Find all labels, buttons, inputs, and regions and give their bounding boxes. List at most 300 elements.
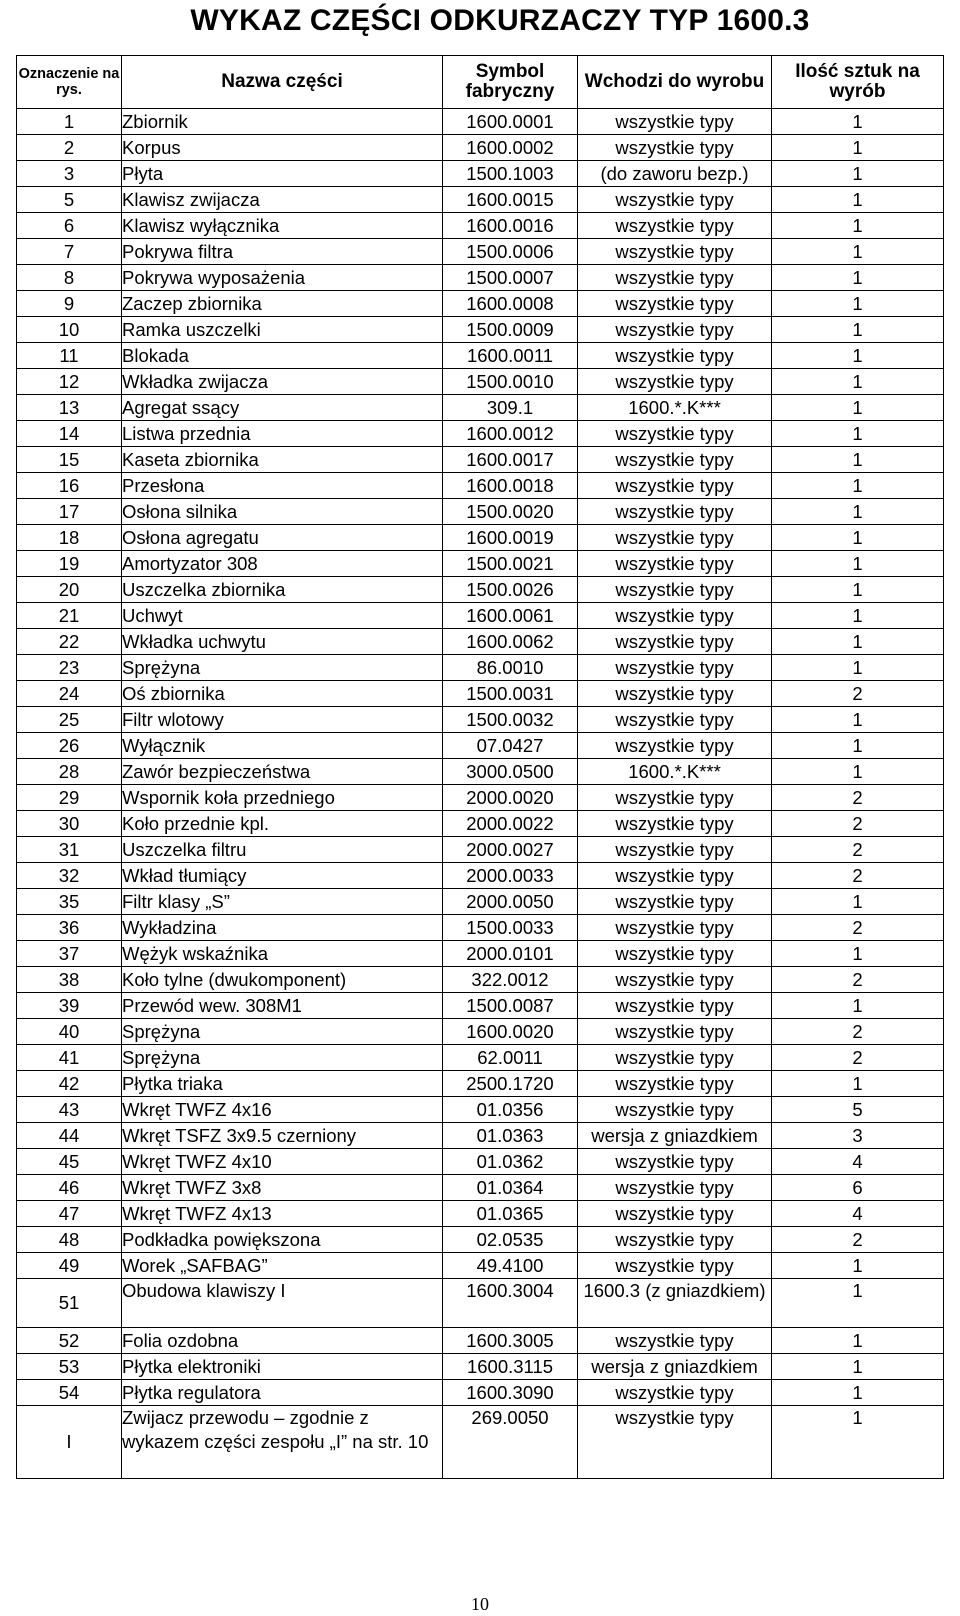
cell-ref: 23 bbox=[17, 655, 122, 681]
cell-included: 1600.*.K*** bbox=[578, 759, 772, 785]
cell-ref: 9 bbox=[17, 291, 122, 317]
cell-symbol: 309.1 bbox=[443, 395, 578, 421]
cell-symbol: 1600.0062 bbox=[443, 629, 578, 655]
cell-qty: 1 bbox=[772, 941, 944, 967]
cell-included: wszystkie typy bbox=[578, 837, 772, 863]
cell-symbol: 1600.0019 bbox=[443, 525, 578, 551]
cell-qty: 1 bbox=[772, 473, 944, 499]
cell-qty: 1 bbox=[772, 733, 944, 759]
cell-name: Klawisz zwijacza bbox=[122, 187, 443, 213]
cell-qty: 1 bbox=[772, 265, 944, 291]
cell-symbol: 322.0012 bbox=[443, 967, 578, 993]
table-row bbox=[17, 889, 944, 915]
cell-symbol: 01.0363 bbox=[443, 1123, 578, 1149]
cell-included: wszystkie typy bbox=[578, 109, 772, 135]
cell-symbol: 86.0010 bbox=[443, 655, 578, 681]
cell-name: Uszczelka zbiornika bbox=[122, 577, 443, 603]
cell-name: Wspornik koła przedniego bbox=[122, 785, 443, 811]
cell-included: wszystkie typy bbox=[578, 681, 772, 707]
cell-included: wszystkie typy bbox=[578, 369, 772, 395]
cell-ref: 40 bbox=[17, 1019, 122, 1045]
cell-symbol: 1600.3115 bbox=[443, 1354, 578, 1380]
cell-symbol: 01.0356 bbox=[443, 1097, 578, 1123]
table-row bbox=[17, 1097, 944, 1123]
cell-name: Koło przednie kpl. bbox=[122, 811, 443, 837]
cell-name: Blokada bbox=[122, 343, 443, 369]
header-symbol: Symbol fabryczny bbox=[443, 56, 578, 109]
table-row bbox=[17, 473, 944, 499]
cell-symbol: 1500.0009 bbox=[443, 317, 578, 343]
cell-included: wszystkie typy bbox=[578, 889, 772, 915]
cell-name: Oś zbiornika bbox=[122, 681, 443, 707]
cell-symbol: 1600.0008 bbox=[443, 291, 578, 317]
cell-qty: 1 bbox=[772, 239, 944, 265]
cell-qty: 1 bbox=[772, 1354, 944, 1380]
cell-name: Wkręt TWFZ 3x8 bbox=[122, 1175, 443, 1201]
cell-name: Sprężyna bbox=[122, 655, 443, 681]
table-row bbox=[17, 1354, 944, 1380]
cell-ref: 22 bbox=[17, 629, 122, 655]
cell-included: wszystkie typy bbox=[578, 421, 772, 447]
table-row bbox=[17, 1328, 944, 1354]
cell-qty: 3 bbox=[772, 1123, 944, 1149]
cell-ref: 6 bbox=[17, 213, 122, 239]
cell-qty: 2 bbox=[772, 1227, 944, 1253]
cell-name: Obudowa klawiszy I bbox=[122, 1279, 443, 1328]
table-row bbox=[17, 317, 944, 343]
cell-included: (do zaworu bezp.) bbox=[578, 161, 772, 187]
cell-included: wszystkie typy bbox=[578, 1019, 772, 1045]
cell-qty: 1 bbox=[772, 551, 944, 577]
cell-included: wszystkie typy bbox=[578, 551, 772, 577]
cell-included: 1600.3 (z gniazdkiem) bbox=[578, 1279, 772, 1328]
header-name: Nazwa części bbox=[122, 56, 443, 109]
cell-name: Wkręt TWFZ 4x16 bbox=[122, 1097, 443, 1123]
cell-included: wersja z gniazdkiem bbox=[578, 1354, 772, 1380]
cell-qty: 2 bbox=[772, 1045, 944, 1071]
cell-included: wszystkie typy bbox=[578, 135, 772, 161]
table-row bbox=[17, 577, 944, 603]
cell-symbol: 01.0364 bbox=[443, 1175, 578, 1201]
cell-name: Worek „SAFBAG” bbox=[122, 1253, 443, 1279]
cell-symbol: 1600.0018 bbox=[443, 473, 578, 499]
cell-qty: 1 bbox=[772, 369, 944, 395]
table-row bbox=[17, 1380, 944, 1406]
cell-included: wszystkie typy bbox=[578, 733, 772, 759]
table-row bbox=[17, 1123, 944, 1149]
table-row bbox=[17, 655, 944, 681]
cell-qty: 1 bbox=[772, 1279, 944, 1328]
cell-ref: 2 bbox=[17, 135, 122, 161]
cell-ref: 20 bbox=[17, 577, 122, 603]
table-row bbox=[17, 161, 944, 187]
cell-included: wszystkie typy bbox=[578, 1045, 772, 1071]
cell-ref: 18 bbox=[17, 525, 122, 551]
cell-name: Płyta bbox=[122, 161, 443, 187]
cell-symbol: 1600.0002 bbox=[443, 135, 578, 161]
cell-ref: 8 bbox=[17, 265, 122, 291]
table-row bbox=[17, 447, 944, 473]
cell-symbol: 02.0535 bbox=[443, 1227, 578, 1253]
cell-qty: 1 bbox=[772, 759, 944, 785]
table-row bbox=[17, 135, 944, 161]
cell-name: Wkład tłumiący bbox=[122, 863, 443, 889]
cell-ref: 7 bbox=[17, 239, 122, 265]
cell-symbol: 269.0050 bbox=[443, 1406, 578, 1479]
cell-ref: 46 bbox=[17, 1175, 122, 1201]
cell-name: Podkładka powiększona bbox=[122, 1227, 443, 1253]
table-row bbox=[17, 681, 944, 707]
cell-qty: 1 bbox=[772, 1071, 944, 1097]
table-row bbox=[17, 1279, 944, 1328]
cell-included: wszystkie typy bbox=[578, 525, 772, 551]
cell-included: wszystkie typy bbox=[578, 915, 772, 941]
cell-qty: 1 bbox=[772, 447, 944, 473]
cell-name: Klawisz wyłącznika bbox=[122, 213, 443, 239]
cell-symbol: 62.0011 bbox=[443, 1045, 578, 1071]
cell-included: wszystkie typy bbox=[578, 811, 772, 837]
cell-symbol: 1600.0011 bbox=[443, 343, 578, 369]
cell-symbol: 1600.0015 bbox=[443, 187, 578, 213]
cell-ref: 36 bbox=[17, 915, 122, 941]
cell-name: Agregat ssący bbox=[122, 395, 443, 421]
table-row bbox=[17, 551, 944, 577]
cell-symbol: 2000.0020 bbox=[443, 785, 578, 811]
cell-qty: 1 bbox=[772, 499, 944, 525]
cell-qty: 1 bbox=[772, 525, 944, 551]
cell-included: wszystkie typy bbox=[578, 863, 772, 889]
cell-qty: 4 bbox=[772, 1149, 944, 1175]
cell-included: wszystkie typy bbox=[578, 785, 772, 811]
cell-included: wszystkie typy bbox=[578, 1227, 772, 1253]
cell-qty: 2 bbox=[772, 915, 944, 941]
cell-ref: 17 bbox=[17, 499, 122, 525]
cell-included: wszystkie typy bbox=[578, 187, 772, 213]
cell-included: wszystkie typy bbox=[578, 967, 772, 993]
cell-ref: 19 bbox=[17, 551, 122, 577]
cell-ref: 31 bbox=[17, 837, 122, 863]
cell-symbol: 2000.0050 bbox=[443, 889, 578, 915]
table-row bbox=[17, 525, 944, 551]
table-row bbox=[17, 785, 944, 811]
cell-symbol: 1500.0087 bbox=[443, 993, 578, 1019]
cell-included: wszystkie typy bbox=[578, 1149, 772, 1175]
cell-ref: 12 bbox=[17, 369, 122, 395]
table-row bbox=[17, 109, 944, 135]
cell-symbol: 1600.3090 bbox=[443, 1380, 578, 1406]
cell-qty: 1 bbox=[772, 577, 944, 603]
cell-symbol: 1500.0006 bbox=[443, 239, 578, 265]
cell-name: Uchwyt bbox=[122, 603, 443, 629]
cell-ref: 11 bbox=[17, 343, 122, 369]
cell-name: Osłona silnika bbox=[122, 499, 443, 525]
cell-name: Zwijacz przewodu – zgodnie z wykazem części zespołu „I” na str. 10 bbox=[122, 1406, 443, 1479]
cell-qty: 2 bbox=[772, 1019, 944, 1045]
cell-symbol: 2000.0027 bbox=[443, 837, 578, 863]
cell-ref: 15 bbox=[17, 447, 122, 473]
cell-name: Zaczep zbiornika bbox=[122, 291, 443, 317]
cell-symbol: 49.4100 bbox=[443, 1253, 578, 1279]
table-row bbox=[17, 707, 944, 733]
table-row bbox=[17, 499, 944, 525]
cell-ref: 3 bbox=[17, 161, 122, 187]
cell-ref: I bbox=[17, 1406, 122, 1479]
cell-included: wszystkie typy bbox=[578, 1201, 772, 1227]
cell-name: Wkładka zwijacza bbox=[122, 369, 443, 395]
table-row bbox=[17, 1071, 944, 1097]
cell-included: wszystkie typy bbox=[578, 343, 772, 369]
cell-qty: 4 bbox=[772, 1201, 944, 1227]
cell-symbol: 01.0362 bbox=[443, 1149, 578, 1175]
cell-included: wszystkie typy bbox=[578, 629, 772, 655]
cell-qty: 1 bbox=[772, 707, 944, 733]
cell-name: Wężyk wskaźnika bbox=[122, 941, 443, 967]
document-title: WYKAZ CZĘŚCI ODKURZACZY TYP 1600.3 bbox=[190, 4, 810, 37]
cell-qty: 1 bbox=[772, 135, 944, 161]
cell-symbol: 1600.3004 bbox=[443, 1279, 578, 1328]
cell-included: 1600.*.K*** bbox=[578, 395, 772, 421]
cell-qty: 1 bbox=[772, 213, 944, 239]
cell-qty: 1 bbox=[772, 889, 944, 915]
cell-ref: 52 bbox=[17, 1328, 122, 1354]
table-row bbox=[17, 1019, 944, 1045]
cell-ref: 13 bbox=[17, 395, 122, 421]
cell-name: Płytka regulatora bbox=[122, 1380, 443, 1406]
cell-name: Płytka triaka bbox=[122, 1071, 443, 1097]
cell-included: wszystkie typy bbox=[578, 941, 772, 967]
cell-symbol: 1500.0033 bbox=[443, 915, 578, 941]
cell-included: wszystkie typy bbox=[578, 1406, 772, 1479]
cell-ref: 29 bbox=[17, 785, 122, 811]
table-row bbox=[17, 265, 944, 291]
cell-name: Amortyzator 308 bbox=[122, 551, 443, 577]
cell-included: wszystkie typy bbox=[578, 655, 772, 681]
cell-symbol: 1600.3005 bbox=[443, 1328, 578, 1354]
cell-ref: 28 bbox=[17, 759, 122, 785]
table-row bbox=[17, 1149, 944, 1175]
table-row bbox=[17, 1227, 944, 1253]
cell-qty: 1 bbox=[772, 629, 944, 655]
table-row bbox=[17, 603, 944, 629]
cell-name: Ramka uszczelki bbox=[122, 317, 443, 343]
cell-symbol: 1600.0061 bbox=[443, 603, 578, 629]
cell-included: wszystkie typy bbox=[578, 1175, 772, 1201]
cell-ref: 35 bbox=[17, 889, 122, 915]
cell-symbol: 1600.0017 bbox=[443, 447, 578, 473]
table-row bbox=[17, 395, 944, 421]
table-row bbox=[17, 759, 944, 785]
table-row bbox=[17, 1406, 944, 1479]
cell-symbol: 2500.1720 bbox=[443, 1071, 578, 1097]
cell-included: wszystkie typy bbox=[578, 1071, 772, 1097]
cell-name: Zbiornik bbox=[122, 109, 443, 135]
table-row bbox=[17, 1253, 944, 1279]
cell-qty: 2 bbox=[772, 863, 944, 889]
cell-symbol: 1500.0020 bbox=[443, 499, 578, 525]
cell-ref: 53 bbox=[17, 1354, 122, 1380]
cell-symbol: 1500.0010 bbox=[443, 369, 578, 395]
table-row bbox=[17, 343, 944, 369]
cell-ref: 32 bbox=[17, 863, 122, 889]
cell-ref: 14 bbox=[17, 421, 122, 447]
cell-included: wszystkie typy bbox=[578, 473, 772, 499]
cell-name: Płytka elektroniki bbox=[122, 1354, 443, 1380]
cell-included: wszystkie typy bbox=[578, 577, 772, 603]
cell-name: Przewód wew. 308M1 bbox=[122, 993, 443, 1019]
cell-qty: 1 bbox=[772, 317, 944, 343]
cell-symbol: 1500.0021 bbox=[443, 551, 578, 577]
cell-ref: 10 bbox=[17, 317, 122, 343]
cell-included: wszystkie typy bbox=[578, 1328, 772, 1354]
cell-symbol: 3000.0500 bbox=[443, 759, 578, 785]
cell-symbol: 07.0427 bbox=[443, 733, 578, 759]
cell-symbol: 1600.0020 bbox=[443, 1019, 578, 1045]
cell-qty: 2 bbox=[772, 681, 944, 707]
cell-ref: 39 bbox=[17, 993, 122, 1019]
cell-ref: 30 bbox=[17, 811, 122, 837]
cell-name: Filtr klasy „S” bbox=[122, 889, 443, 915]
table-row bbox=[17, 967, 944, 993]
table-row bbox=[17, 629, 944, 655]
table-row bbox=[17, 1045, 944, 1071]
table-row bbox=[17, 941, 944, 967]
cell-ref: 47 bbox=[17, 1201, 122, 1227]
cell-ref: 25 bbox=[17, 707, 122, 733]
cell-name: Wkręt TWFZ 4x13 bbox=[122, 1201, 443, 1227]
cell-included: wszystkie typy bbox=[578, 317, 772, 343]
cell-included: wszystkie typy bbox=[578, 499, 772, 525]
table-row bbox=[17, 837, 944, 863]
cell-included: wszystkie typy bbox=[578, 707, 772, 733]
cell-qty: 1 bbox=[772, 343, 944, 369]
cell-ref: 5 bbox=[17, 187, 122, 213]
cell-included: wszystkie typy bbox=[578, 1097, 772, 1123]
cell-symbol: 1500.0031 bbox=[443, 681, 578, 707]
cell-symbol: 1600.0001 bbox=[443, 109, 578, 135]
cell-qty: 1 bbox=[772, 655, 944, 681]
cell-symbol: 1500.1003 bbox=[443, 161, 578, 187]
cell-ref: 38 bbox=[17, 967, 122, 993]
cell-ref: 44 bbox=[17, 1123, 122, 1149]
cell-qty: 1 bbox=[772, 291, 944, 317]
cell-symbol: 1500.0032 bbox=[443, 707, 578, 733]
cell-included: wszystkie typy bbox=[578, 291, 772, 317]
cell-name: Wkręt TWFZ 4x10 bbox=[122, 1149, 443, 1175]
cell-qty: 2 bbox=[772, 967, 944, 993]
cell-symbol: 1600.0016 bbox=[443, 213, 578, 239]
table-row bbox=[17, 421, 944, 447]
header-ref: Oznaczenie na rys. bbox=[17, 56, 122, 109]
table-row bbox=[17, 1175, 944, 1201]
cell-included: wersja z gniazdkiem bbox=[578, 1123, 772, 1149]
table-row bbox=[17, 863, 944, 889]
cell-qty: 1 bbox=[772, 1253, 944, 1279]
cell-ref: 24 bbox=[17, 681, 122, 707]
cell-name: Kaseta zbiornika bbox=[122, 447, 443, 473]
cell-symbol: 1500.0007 bbox=[443, 265, 578, 291]
header-included: Wchodzi do wyrobu bbox=[578, 56, 772, 109]
cell-ref: 49 bbox=[17, 1253, 122, 1279]
table-row bbox=[17, 187, 944, 213]
cell-name: Korpus bbox=[122, 135, 443, 161]
table-row bbox=[17, 213, 944, 239]
cell-symbol: 01.0365 bbox=[443, 1201, 578, 1227]
cell-qty: 1 bbox=[772, 993, 944, 1019]
table-row bbox=[17, 733, 944, 759]
cell-qty: 1 bbox=[772, 1406, 944, 1479]
cell-ref: 16 bbox=[17, 473, 122, 499]
cell-qty: 1 bbox=[772, 187, 944, 213]
cell-name: Sprężyna bbox=[122, 1019, 443, 1045]
cell-included: wszystkie typy bbox=[578, 447, 772, 473]
cell-ref: 41 bbox=[17, 1045, 122, 1071]
cell-name: Wyłącznik bbox=[122, 733, 443, 759]
cell-qty: 6 bbox=[772, 1175, 944, 1201]
cell-qty: 1 bbox=[772, 1328, 944, 1354]
table-row bbox=[17, 239, 944, 265]
cell-included: wszystkie typy bbox=[578, 603, 772, 629]
table-row bbox=[17, 915, 944, 941]
cell-symbol: 2000.0101 bbox=[443, 941, 578, 967]
cell-qty: 1 bbox=[772, 1380, 944, 1406]
cell-name: Folia ozdobna bbox=[122, 1328, 443, 1354]
cell-qty: 1 bbox=[772, 161, 944, 187]
cell-symbol: 2000.0022 bbox=[443, 811, 578, 837]
cell-ref: 42 bbox=[17, 1071, 122, 1097]
cell-ref: 43 bbox=[17, 1097, 122, 1123]
cell-name: Osłona agregatu bbox=[122, 525, 443, 551]
cell-symbol: 1500.0026 bbox=[443, 577, 578, 603]
table-row bbox=[17, 811, 944, 837]
cell-name: Filtr wlotowy bbox=[122, 707, 443, 733]
cell-qty: 1 bbox=[772, 603, 944, 629]
table-row bbox=[17, 369, 944, 395]
cell-included: wszystkie typy bbox=[578, 239, 772, 265]
page-number: 10 bbox=[471, 1594, 489, 1614]
cell-name: Pokrywa filtra bbox=[122, 239, 443, 265]
cell-qty: 1 bbox=[772, 421, 944, 447]
cell-name: Wkładka uchwytu bbox=[122, 629, 443, 655]
cell-qty: 1 bbox=[772, 109, 944, 135]
cell-ref: 54 bbox=[17, 1380, 122, 1406]
cell-included: wszystkie typy bbox=[578, 1253, 772, 1279]
cell-ref: 21 bbox=[17, 603, 122, 629]
cell-name: Sprężyna bbox=[122, 1045, 443, 1071]
cell-symbol: 1600.0012 bbox=[443, 421, 578, 447]
cell-ref: 37 bbox=[17, 941, 122, 967]
cell-qty: 5 bbox=[772, 1097, 944, 1123]
cell-name: Uszczelka filtru bbox=[122, 837, 443, 863]
cell-included: wszystkie typy bbox=[578, 213, 772, 239]
table-row bbox=[17, 1201, 944, 1227]
cell-name: Koło tylne (dwukomponent) bbox=[122, 967, 443, 993]
cell-name: Zawór bezpieczeństwa bbox=[122, 759, 443, 785]
cell-qty: 2 bbox=[772, 785, 944, 811]
cell-symbol: 2000.0033 bbox=[443, 863, 578, 889]
cell-ref: 51 bbox=[17, 1279, 122, 1328]
cell-ref: 26 bbox=[17, 733, 122, 759]
cell-name: Wykładzina bbox=[122, 915, 443, 941]
cell-ref: 48 bbox=[17, 1227, 122, 1253]
header-qty: Ilość sztuk na wyrób bbox=[772, 56, 944, 109]
cell-qty: 1 bbox=[772, 395, 944, 421]
cell-ref: 1 bbox=[17, 109, 122, 135]
cell-included: wszystkie typy bbox=[578, 265, 772, 291]
cell-name: Przesłona bbox=[122, 473, 443, 499]
cell-included: wszystkie typy bbox=[578, 993, 772, 1019]
table-row bbox=[17, 993, 944, 1019]
cell-name: Pokrywa wyposażenia bbox=[122, 265, 443, 291]
